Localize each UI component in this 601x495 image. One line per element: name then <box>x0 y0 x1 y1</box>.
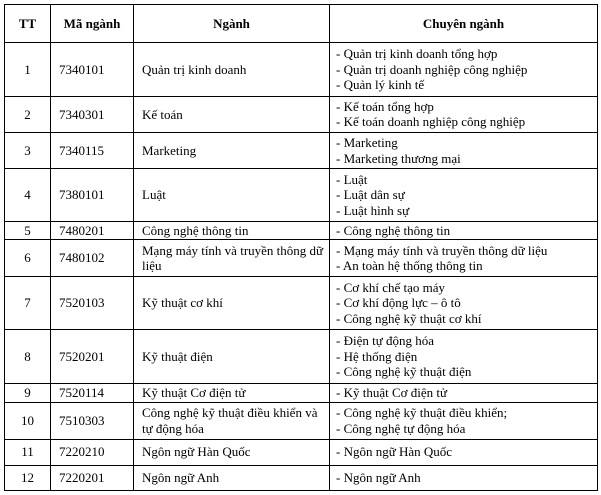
table-row <box>5 240 598 277</box>
specialization-item: - Cơ khí chế tạo máy <box>336 279 446 295</box>
specialization-item: - Cơ khí động lực – ô tô <box>336 295 461 311</box>
major-code: 7480201 <box>51 222 134 240</box>
major-name: Công nghệ thông tin <box>134 222 330 240</box>
specialization-list <box>330 96 598 133</box>
major-name: Luật <box>134 168 330 222</box>
specialization-item: - Công nghệ thông tin <box>336 223 451 239</box>
specialization-item: - Marketing <box>336 135 398 151</box>
header-specialization: Chuyên ngành <box>330 5 598 43</box>
specialization-list <box>330 43 598 97</box>
specialization-item: - Quản trị kinh doanh tổng hợp <box>336 46 498 61</box>
specialization-item: - Quản lý kinh tế <box>336 77 425 92</box>
major-name: Ngôn ngữ Hàn Quốc <box>134 439 330 465</box>
specialization-list <box>330 133 598 169</box>
table-row <box>5 168 598 222</box>
table-row <box>5 402 598 439</box>
major-code: 7520103 <box>51 276 134 330</box>
row-number: 10 <box>5 402 51 439</box>
table-row <box>5 96 598 133</box>
major-code: 7520114 <box>51 383 134 402</box>
specialization-list <box>330 276 598 330</box>
specialization-item: - Quản trị doanh nghiệp công nghiệp <box>336 61 528 77</box>
specialization-list <box>330 402 598 439</box>
row-number: 4 <box>5 168 51 222</box>
header-major: Ngành <box>134 5 330 43</box>
major-code: 7340101 <box>51 43 134 97</box>
major-code: 7510303 <box>51 402 134 439</box>
row-number: 11 <box>5 439 51 465</box>
specialization-item: - Kế toán doanh nghiệp công nghiệp <box>336 114 526 130</box>
specialization-item: - Công nghệ kỹ thuật điện <box>336 364 472 380</box>
specialization-item: - Điện tự động hóa <box>336 333 435 349</box>
row-number: 5 <box>5 222 51 240</box>
table-row <box>5 133 598 169</box>
table-body <box>5 43 598 491</box>
row-number: 2 <box>5 96 51 133</box>
specialization-item: - Công nghệ kỹ thuật điều khiển; <box>336 405 508 421</box>
specialization-item: - Hệ thống điện <box>336 348 418 364</box>
specialization-item: - Công nghệ tự động hóa <box>336 420 466 436</box>
specialization-list <box>330 383 598 402</box>
specialization-list <box>330 330 598 384</box>
specialization-item: - Marketing thương mại <box>336 150 461 166</box>
major-name: Kỹ thuật điện <box>134 330 330 384</box>
major-name: Ngôn ngữ Anh <box>134 465 330 490</box>
specialization-item: - Công nghệ kỹ thuật cơ khí <box>336 310 482 326</box>
major-code: 7520201 <box>51 330 134 384</box>
major-code: 7220201 <box>51 465 134 490</box>
header-code: Mã ngành <box>51 5 134 43</box>
table-row <box>5 276 598 330</box>
header-tt: TT <box>5 5 51 43</box>
row-number: 1 <box>5 43 51 97</box>
specialization-item: - Kỹ thuật Cơ điện tử <box>336 385 448 401</box>
major-code: 7220210 <box>51 439 134 465</box>
specialization-item: - Luật hình sự <box>336 202 410 218</box>
row-number: 12 <box>5 465 51 490</box>
specialization-item: - An toàn hệ thống thông tin <box>336 258 483 274</box>
major-name: Marketing <box>134 133 330 169</box>
header-row <box>5 5 598 43</box>
major-code: 7380101 <box>51 168 134 222</box>
specialization-item: - Ngôn ngữ Anh <box>336 470 421 486</box>
major-code: 7340115 <box>51 133 134 169</box>
table-row <box>5 222 598 240</box>
specialization-item: - Ngôn ngữ Hàn Quốc <box>336 444 453 460</box>
major-name: Kế toán <box>134 96 330 133</box>
major-code: 7340301 <box>51 96 134 133</box>
specialization-list <box>330 439 598 465</box>
specialization-item: - Mạng máy tính và truyền thông dữ liệu <box>336 242 548 258</box>
row-number: 7 <box>5 276 51 330</box>
majors-table <box>4 4 598 491</box>
row-number: 9 <box>5 383 51 402</box>
row-number: 3 <box>5 133 51 169</box>
table-row <box>5 330 598 384</box>
major-name: Quản trị kinh doanh <box>134 43 330 97</box>
specialization-list <box>330 240 598 277</box>
row-number: 8 <box>5 330 51 384</box>
table-row <box>5 439 598 465</box>
specialization-item: - Luật dân sự <box>336 187 405 203</box>
specialization-list <box>330 222 598 240</box>
specialization-list <box>330 168 598 222</box>
major-name: Mạng máy tính và truyền thông dữ liệu <box>134 240 330 277</box>
major-name: Kỹ thuật Cơ điện tử <box>134 383 330 402</box>
specialization-item: - Kế toán tổng hợp <box>336 98 434 114</box>
major-code: 7480102 <box>51 240 134 277</box>
major-name: Công nghệ kỹ thuật điều khiển và tự động hóa <box>134 402 330 439</box>
table-row <box>5 43 598 97</box>
table-row <box>5 465 598 490</box>
specialization-list <box>330 465 598 490</box>
major-name: Kỹ thuật cơ khí <box>134 276 330 330</box>
table-row <box>5 383 598 402</box>
row-number: 6 <box>5 240 51 277</box>
specialization-item: - Luật <box>336 171 368 187</box>
